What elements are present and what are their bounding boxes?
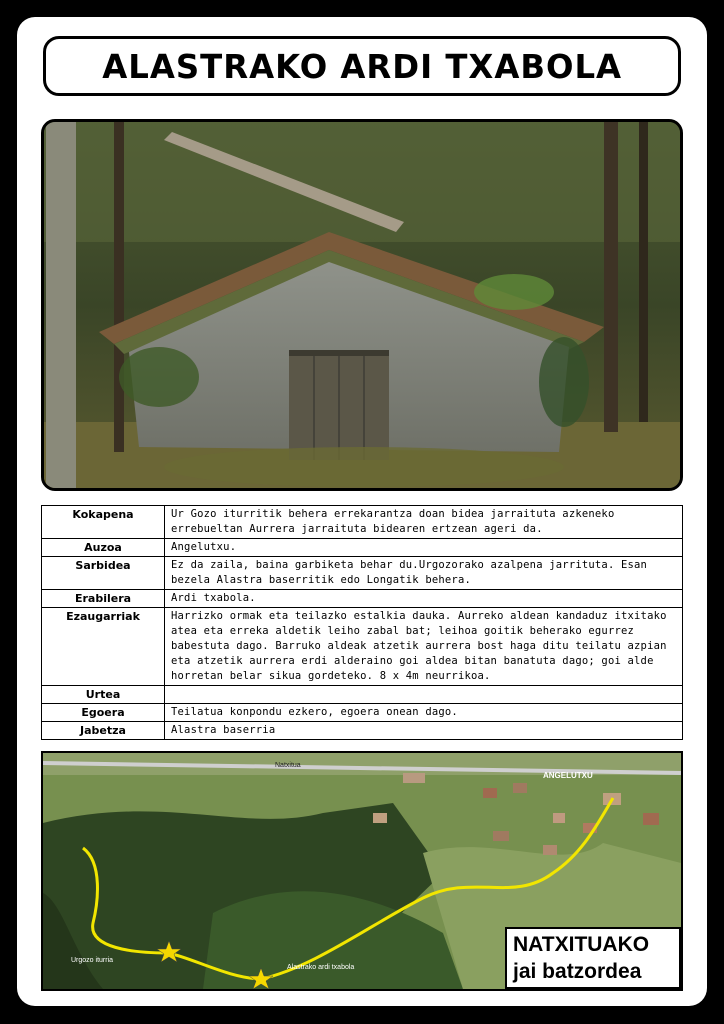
info-row [42, 722, 683, 740]
info-value: Harrizko ormak eta teilazko estalkia dauka. Aurreko aldean kandaduz itxitako atea eta erreka aldetik leiho zabal bat; leihoa goitik beherako egurrez babestuta dago. Barruko aldeak atzetik aurrera bost haga ditu teilatu azpian eta atzetik aurrera erdi alderaino goi aldea bitan banatuta dago; goi alde horretan belar sikua gordeteko. 8 x 4m neurrikoa. [165, 608, 683, 686]
info-value: Teilatua konpondu ezkero, egoera onean dago. [165, 704, 683, 722]
info-row [42, 557, 683, 590]
info-value: Alastra baserria [165, 722, 683, 740]
info-key: Auzoa [42, 539, 165, 557]
info-value: Angelutxu. [165, 539, 683, 557]
hut-label: Alastrako ardi txabola [287, 964, 355, 971]
info-row [42, 704, 683, 722]
organizer-badge [505, 927, 681, 989]
badge-line-1: NATXITUAKO [513, 933, 650, 956]
info-key: Urtea [42, 686, 165, 704]
spring-label: Urgozo iturria [71, 957, 114, 964]
info-table [41, 505, 683, 740]
info-key: Jabetza [42, 722, 165, 740]
badge-line-2: jai batzordea [513, 960, 642, 983]
village-label: ANGELUTXU [543, 771, 593, 780]
info-row [42, 506, 683, 539]
info-key: Ezaugarriak [42, 608, 165, 686]
info-key: Erabilera [42, 590, 165, 608]
page-title: ALASTRAKO ARDI TXABOLA [102, 46, 622, 86]
info-value: Ez da zaila, baina garbiketa behar du.Urgozorako azalpena jarrituta. Esan bezela Alastra baserritik edo Longatik behera. [165, 557, 683, 590]
info-value: Ur Gozo iturritik behera errekarantza doan bidea jarraituta azkeneko errebueltan Aurrera jarraituta bidearen ertzean ageri da. [165, 506, 683, 539]
info-row [42, 539, 683, 557]
road-label: Natxitua [275, 762, 301, 769]
title-box [43, 36, 681, 96]
info-value: Ardi txabola. [165, 590, 683, 608]
hut-photo [41, 119, 683, 491]
info-row [42, 686, 683, 704]
info-row [42, 608, 683, 686]
route-map [41, 751, 683, 991]
info-value [165, 686, 683, 704]
info-key: Sarbidea [42, 557, 165, 590]
info-row [42, 590, 683, 608]
info-key: Kokapena [42, 506, 165, 539]
info-key: Egoera [42, 704, 165, 722]
